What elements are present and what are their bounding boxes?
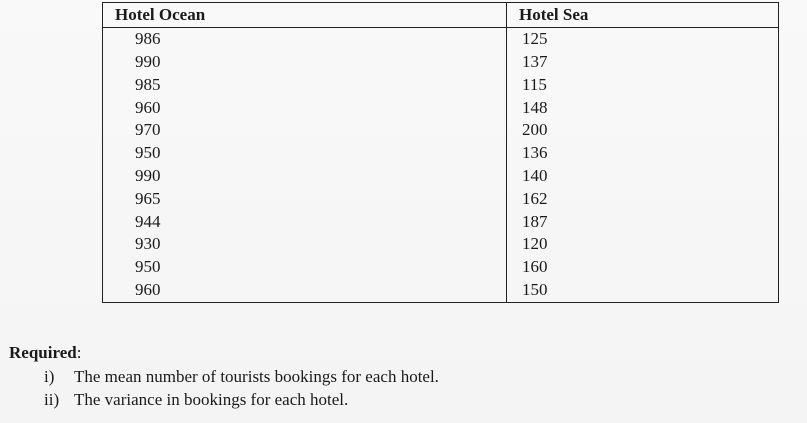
hotel-ocean-cell: 986 — [103, 28, 507, 51]
hotel-ocean-cell: 985 — [103, 74, 507, 97]
hotel-ocean-cell: 990 — [103, 51, 507, 74]
hotel-sea-cell: 187 — [507, 210, 779, 233]
table-row — [103, 74, 779, 97]
hotel-ocean-cell: 944 — [103, 210, 507, 233]
hotel-ocean-cell: 970 — [103, 119, 507, 142]
hotel-ocean-cell: 960 — [103, 279, 507, 302]
hotel-sea-cell: 200 — [507, 119, 779, 142]
list-item-text: The mean number of tourists bookings for each hotel. — [74, 367, 439, 386]
hotel-ocean-cell: 950 — [103, 142, 507, 165]
table-row — [103, 51, 779, 74]
list-item-number: i) — [44, 367, 55, 386]
table-row — [103, 119, 779, 142]
hotel-sea-cell: 140 — [507, 165, 779, 188]
hotel-sea-cell: 148 — [507, 96, 779, 119]
header-hotel-sea: Hotel Sea — [507, 3, 779, 28]
hotel-sea-cell: 115 — [507, 74, 779, 97]
table-row — [103, 28, 779, 51]
hotel-sea-cell: 136 — [507, 142, 779, 165]
required-colon: : — [76, 343, 82, 362]
list-item-number: ii) — [44, 390, 60, 409]
hotel-sea-cell: 160 — [507, 256, 779, 279]
required-list — [44, 365, 439, 411]
hotel-ocean-cell: 930 — [103, 233, 507, 256]
table-row — [103, 256, 779, 279]
hotel-sea-cell: 125 — [507, 28, 779, 51]
hotel-ocean-cell: 960 — [103, 96, 507, 119]
hotel-sea-cell: 150 — [507, 279, 779, 302]
table-header-row — [103, 3, 779, 28]
list-item — [44, 365, 439, 388]
header-hotel-ocean: Hotel Ocean — [103, 3, 507, 28]
bookings-table — [102, 2, 779, 303]
table-row — [103, 233, 779, 256]
hotel-ocean-cell: 990 — [103, 165, 507, 188]
hotel-ocean-cell: 965 — [103, 188, 507, 211]
hotel-sea-cell: 162 — [507, 188, 779, 211]
required-heading — [9, 343, 81, 363]
list-item-text: The variance in bookings for each hotel. — [74, 390, 349, 409]
table-row — [103, 279, 779, 302]
list-item — [44, 388, 439, 411]
table-row — [103, 165, 779, 188]
required-label: Required — [9, 343, 77, 362]
table-row — [103, 142, 779, 165]
table-row — [103, 96, 779, 119]
table-row — [103, 188, 779, 211]
hotel-sea-cell: 120 — [507, 233, 779, 256]
table-row — [103, 210, 779, 233]
hotel-sea-cell: 137 — [507, 51, 779, 74]
hotel-ocean-cell: 950 — [103, 256, 507, 279]
